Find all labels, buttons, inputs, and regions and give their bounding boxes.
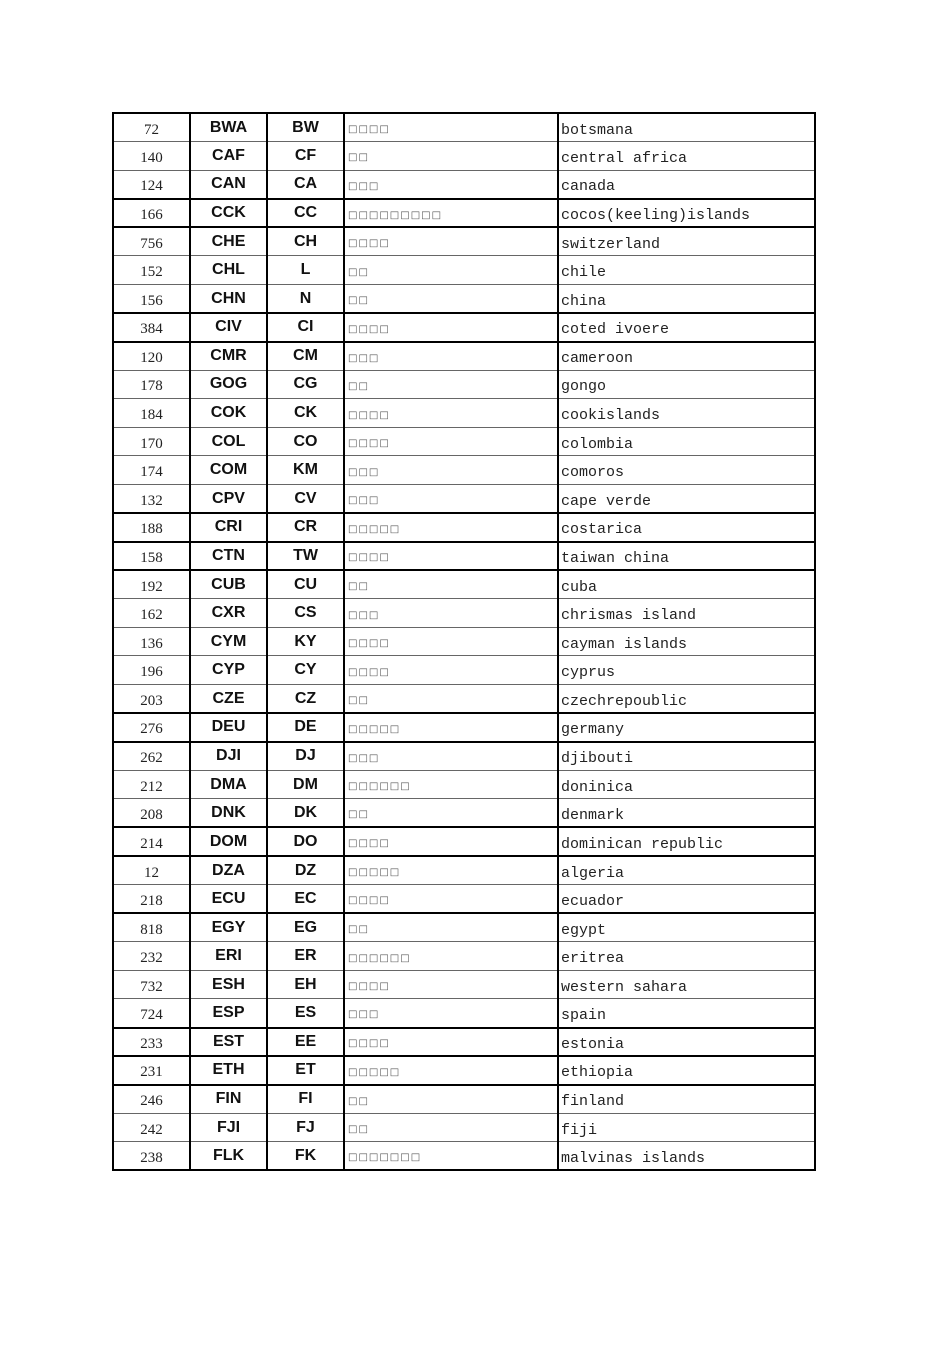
numeric-code-cell: 120 (113, 342, 190, 371)
english-name-cell: denmark (558, 799, 815, 828)
alpha2-code-cell: L (267, 256, 344, 285)
alpha3-code-cell: EGY (190, 913, 267, 942)
numeric-code-cell: 156 (113, 284, 190, 313)
table-row (113, 999, 815, 1028)
chinese-name-cell: □□□□ (344, 542, 558, 571)
alpha2-code-cell: CV (267, 485, 344, 514)
numeric-code-cell: 136 (113, 627, 190, 656)
numeric-code-cell: 384 (113, 313, 190, 342)
numeric-code-cell: 184 (113, 399, 190, 428)
alpha3-code-cell: DNK (190, 799, 267, 828)
english-name-cell: coted ivoere (558, 313, 815, 342)
alpha3-code-cell: CIV (190, 313, 267, 342)
numeric-code-cell: 140 (113, 142, 190, 171)
table-row (113, 199, 815, 228)
numeric-code-cell: 218 (113, 885, 190, 914)
chinese-name-cell: □□ (344, 1113, 558, 1142)
english-name-cell: western sahara (558, 970, 815, 999)
chinese-name-cell: □□□□□ (344, 856, 558, 885)
table-row (113, 713, 815, 742)
alpha2-code-cell: DO (267, 827, 344, 856)
english-name-cell: cuba (558, 570, 815, 599)
table-row (113, 313, 815, 342)
numeric-code-cell: 152 (113, 256, 190, 285)
english-name-cell: botsmana (558, 113, 815, 142)
country-code-table-body (113, 113, 815, 1170)
table-row (113, 256, 815, 285)
english-name-cell: switzerland (558, 227, 815, 256)
english-name-cell: fiji (558, 1113, 815, 1142)
chinese-name-cell: □□□□ (344, 399, 558, 428)
numeric-code-cell: 732 (113, 970, 190, 999)
alpha2-code-cell: EG (267, 913, 344, 942)
chinese-name-cell: □□□ (344, 170, 558, 199)
alpha2-code-cell: CC (267, 199, 344, 228)
table-row (113, 627, 815, 656)
alpha2-code-cell: TW (267, 542, 344, 571)
alpha3-code-cell: ERI (190, 942, 267, 971)
english-name-cell: china (558, 284, 815, 313)
alpha2-code-cell: EE (267, 1028, 344, 1057)
table-row (113, 456, 815, 485)
numeric-code-cell: 12 (113, 856, 190, 885)
numeric-code-cell: 162 (113, 599, 190, 628)
alpha3-code-cell: CCK (190, 199, 267, 228)
table-row (113, 342, 815, 371)
chinese-name-cell: □□□ (344, 742, 558, 771)
table-row (113, 399, 815, 428)
alpha3-code-cell: DMA (190, 770, 267, 799)
numeric-code-cell: 192 (113, 570, 190, 599)
alpha3-code-cell: CTN (190, 542, 267, 571)
alpha2-code-cell: DK (267, 799, 344, 828)
alpha2-code-cell: CS (267, 599, 344, 628)
chinese-name-cell: □□ (344, 799, 558, 828)
alpha3-code-cell: BWA (190, 113, 267, 142)
chinese-name-cell: □□□□ (344, 227, 558, 256)
alpha3-code-cell: COM (190, 456, 267, 485)
table-row (113, 827, 815, 856)
table-row (113, 970, 815, 999)
table-row (113, 1028, 815, 1057)
alpha2-code-cell: BW (267, 113, 344, 142)
english-name-cell: comoros (558, 456, 815, 485)
table-row (113, 885, 815, 914)
alpha3-code-cell: CHE (190, 227, 267, 256)
alpha2-code-cell: EC (267, 885, 344, 914)
alpha2-code-cell: DM (267, 770, 344, 799)
table-row (113, 656, 815, 685)
chinese-name-cell: □□□□□□□□□ (344, 199, 558, 228)
numeric-code-cell: 174 (113, 456, 190, 485)
alpha2-code-cell: DJ (267, 742, 344, 771)
table-row (113, 599, 815, 628)
alpha2-code-cell: ES (267, 999, 344, 1028)
numeric-code-cell: 196 (113, 656, 190, 685)
alpha2-code-cell: FI (267, 1085, 344, 1114)
table-row (113, 1056, 815, 1085)
table-row (113, 942, 815, 971)
chinese-name-cell: □□ (344, 1085, 558, 1114)
alpha2-code-cell: ER (267, 942, 344, 971)
chinese-name-cell: □□□□ (344, 885, 558, 914)
numeric-code-cell: 214 (113, 827, 190, 856)
english-name-cell: colombia (558, 427, 815, 456)
alpha2-code-cell: CM (267, 342, 344, 371)
english-name-cell: cyprus (558, 656, 815, 685)
chinese-name-cell: □□□□□ (344, 513, 558, 542)
alpha3-code-cell: ESP (190, 999, 267, 1028)
numeric-code-cell: 203 (113, 685, 190, 714)
alpha3-code-cell: DOM (190, 827, 267, 856)
alpha3-code-cell: CUB (190, 570, 267, 599)
chinese-name-cell: □□□ (344, 456, 558, 485)
alpha2-code-cell: KM (267, 456, 344, 485)
alpha3-code-cell: CYM (190, 627, 267, 656)
english-name-cell: cookislands (558, 399, 815, 428)
english-name-cell: central africa (558, 142, 815, 171)
numeric-code-cell: 233 (113, 1028, 190, 1057)
chinese-name-cell: □□□□ (344, 427, 558, 456)
numeric-code-cell: 166 (113, 199, 190, 228)
numeric-code-cell: 178 (113, 370, 190, 399)
table-row (113, 1142, 815, 1171)
numeric-code-cell: 756 (113, 227, 190, 256)
numeric-code-cell: 232 (113, 942, 190, 971)
alpha2-code-cell: CR (267, 513, 344, 542)
alpha2-code-cell: CA (267, 170, 344, 199)
alpha2-code-cell: FJ (267, 1113, 344, 1142)
table-row (113, 770, 815, 799)
alpha2-code-cell: DZ (267, 856, 344, 885)
table-row (113, 370, 815, 399)
alpha3-code-cell: ETH (190, 1056, 267, 1085)
chinese-name-cell: □□□□ (344, 656, 558, 685)
table-row (113, 227, 815, 256)
alpha3-code-cell: GOG (190, 370, 267, 399)
table-row (113, 1085, 815, 1114)
alpha2-code-cell: CK (267, 399, 344, 428)
alpha2-code-cell: CI (267, 313, 344, 342)
alpha2-code-cell: CF (267, 142, 344, 171)
english-name-cell: taiwan china (558, 542, 815, 571)
chinese-name-cell: □□ (344, 913, 558, 942)
numeric-code-cell: 132 (113, 485, 190, 514)
alpha3-code-cell: COK (190, 399, 267, 428)
numeric-code-cell: 231 (113, 1056, 190, 1085)
alpha3-code-cell: COL (190, 427, 267, 456)
table-row (113, 570, 815, 599)
english-name-cell: czechrepoublic (558, 685, 815, 714)
alpha2-code-cell: KY (267, 627, 344, 656)
chinese-name-cell: □□□□ (344, 1028, 558, 1057)
english-name-cell: finland (558, 1085, 815, 1114)
numeric-code-cell: 262 (113, 742, 190, 771)
chinese-name-cell: □□□ (344, 342, 558, 371)
table-row (113, 427, 815, 456)
table-row (113, 142, 815, 171)
numeric-code-cell: 212 (113, 770, 190, 799)
chinese-name-cell: □□□□ (344, 827, 558, 856)
english-name-cell: cocos(keeling)islands (558, 199, 815, 228)
alpha3-code-cell: CMR (190, 342, 267, 371)
chinese-name-cell: □□□□□ (344, 713, 558, 742)
chinese-name-cell: □□□ (344, 599, 558, 628)
table-row (113, 485, 815, 514)
english-name-cell: egypt (558, 913, 815, 942)
chinese-name-cell: □□ (344, 370, 558, 399)
chinese-name-cell: □□ (344, 142, 558, 171)
numeric-code-cell: 242 (113, 1113, 190, 1142)
alpha2-code-cell: CG (267, 370, 344, 399)
english-name-cell: estonia (558, 1028, 815, 1057)
chinese-name-cell: □□ (344, 284, 558, 313)
english-name-cell: cameroon (558, 342, 815, 371)
alpha3-code-cell: CAF (190, 142, 267, 171)
english-name-cell: canada (558, 170, 815, 199)
table-row (113, 1113, 815, 1142)
chinese-name-cell: □□□□ (344, 313, 558, 342)
alpha2-code-cell: EH (267, 970, 344, 999)
english-name-cell: doninica (558, 770, 815, 799)
table-row (113, 742, 815, 771)
alpha3-code-cell: CHL (190, 256, 267, 285)
alpha2-code-cell: ET (267, 1056, 344, 1085)
table-row (113, 113, 815, 142)
english-name-cell: cape verde (558, 485, 815, 514)
alpha2-code-cell: CU (267, 570, 344, 599)
alpha2-code-cell: CY (267, 656, 344, 685)
alpha2-code-cell: FK (267, 1142, 344, 1171)
english-name-cell: algeria (558, 856, 815, 885)
alpha2-code-cell: CZ (267, 685, 344, 714)
english-name-cell: cayman islands (558, 627, 815, 656)
numeric-code-cell: 238 (113, 1142, 190, 1171)
alpha2-code-cell: CO (267, 427, 344, 456)
english-name-cell: chrismas island (558, 599, 815, 628)
english-name-cell: costarica (558, 513, 815, 542)
alpha3-code-cell: FIN (190, 1085, 267, 1114)
chinese-name-cell: □□□□ (344, 627, 558, 656)
chinese-name-cell: □□□□ (344, 113, 558, 142)
english-name-cell: spain (558, 999, 815, 1028)
table-row (113, 913, 815, 942)
alpha3-code-cell: CRI (190, 513, 267, 542)
table-row (113, 856, 815, 885)
chinese-name-cell: □□□□□ (344, 1056, 558, 1085)
table-row (113, 513, 815, 542)
alpha2-code-cell: DE (267, 713, 344, 742)
table-row (113, 170, 815, 199)
chinese-name-cell: □□□□□□□ (344, 1142, 558, 1171)
numeric-code-cell: 276 (113, 713, 190, 742)
alpha3-code-cell: CZE (190, 685, 267, 714)
numeric-code-cell: 188 (113, 513, 190, 542)
english-name-cell: dominican republic (558, 827, 815, 856)
alpha2-code-cell: CH (267, 227, 344, 256)
numeric-code-cell: 72 (113, 113, 190, 142)
numeric-code-cell: 208 (113, 799, 190, 828)
numeric-code-cell: 170 (113, 427, 190, 456)
chinese-name-cell: □□□□□□ (344, 942, 558, 971)
alpha3-code-cell: DEU (190, 713, 267, 742)
numeric-code-cell: 246 (113, 1085, 190, 1114)
chinese-name-cell: □□ (344, 256, 558, 285)
alpha3-code-cell: DJI (190, 742, 267, 771)
english-name-cell: malvinas islands (558, 1142, 815, 1171)
numeric-code-cell: 158 (113, 542, 190, 571)
english-name-cell: gongo (558, 370, 815, 399)
english-name-cell: chile (558, 256, 815, 285)
chinese-name-cell: □□□ (344, 999, 558, 1028)
numeric-code-cell: 818 (113, 913, 190, 942)
english-name-cell: ethiopia (558, 1056, 815, 1085)
chinese-name-cell: □□□ (344, 485, 558, 514)
alpha3-code-cell: ECU (190, 885, 267, 914)
english-name-cell: ecuador (558, 885, 815, 914)
numeric-code-cell: 724 (113, 999, 190, 1028)
alpha3-code-cell: CAN (190, 170, 267, 199)
table-row (113, 799, 815, 828)
table-row (113, 685, 815, 714)
alpha3-code-cell: CPV (190, 485, 267, 514)
english-name-cell: djibouti (558, 742, 815, 771)
alpha3-code-cell: FLK (190, 1142, 267, 1171)
english-name-cell: eritrea (558, 942, 815, 971)
alpha3-code-cell: CYP (190, 656, 267, 685)
chinese-name-cell: □□□□ (344, 970, 558, 999)
alpha2-code-cell: N (267, 284, 344, 313)
table-row (113, 284, 815, 313)
alpha3-code-cell: CHN (190, 284, 267, 313)
table-row (113, 542, 815, 571)
alpha3-code-cell: ESH (190, 970, 267, 999)
country-code-table (112, 112, 816, 1171)
alpha3-code-cell: EST (190, 1028, 267, 1057)
alpha3-code-cell: DZA (190, 856, 267, 885)
english-name-cell: germany (558, 713, 815, 742)
alpha3-code-cell: CXR (190, 599, 267, 628)
chinese-name-cell: □□ (344, 570, 558, 599)
alpha3-code-cell: FJI (190, 1113, 267, 1142)
numeric-code-cell: 124 (113, 170, 190, 199)
chinese-name-cell: □□ (344, 685, 558, 714)
chinese-name-cell: □□□□□□ (344, 770, 558, 799)
